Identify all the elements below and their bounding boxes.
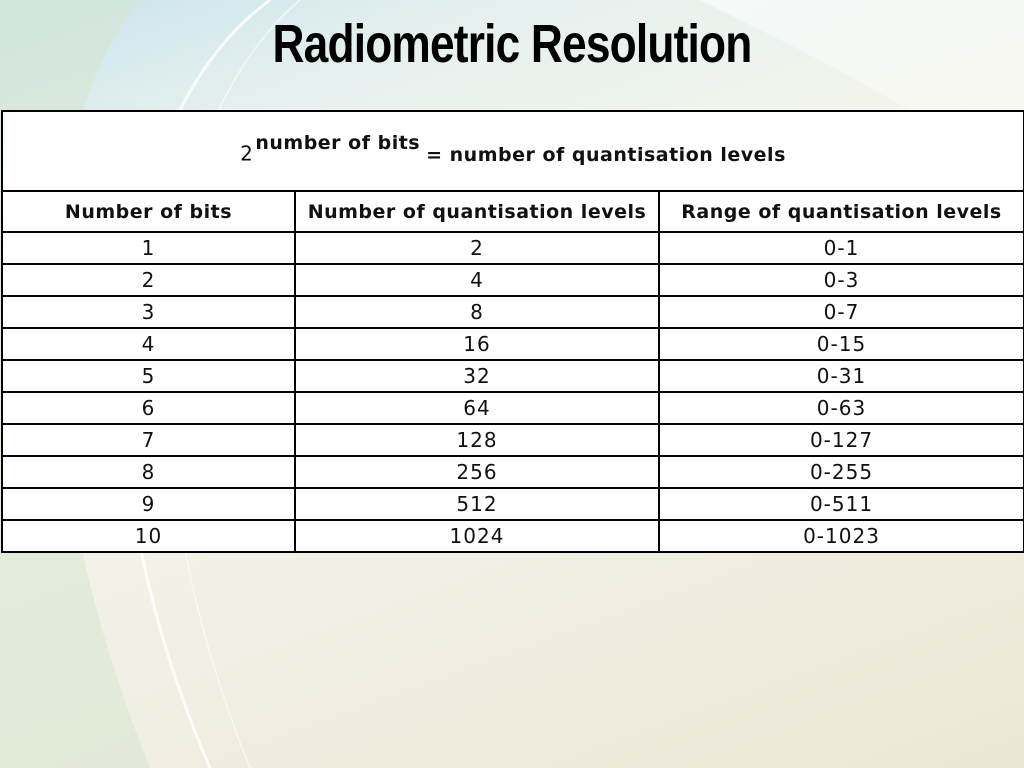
slide-title: Radiometric Resolution [272, 14, 752, 74]
table-row [2, 360, 1024, 392]
table-row [2, 392, 1024, 424]
cell-range: 0-127 [659, 424, 1024, 456]
quantisation-table [1, 110, 1024, 553]
cell-bits: 9 [2, 488, 295, 520]
cell-levels: 2 [295, 232, 659, 264]
table-row [2, 424, 1024, 456]
cell-range: 0-3 [659, 264, 1024, 296]
cell-range: 0-511 [659, 488, 1024, 520]
cell-bits: 2 [2, 264, 295, 296]
cell-levels: 256 [295, 456, 659, 488]
table-row [2, 520, 1024, 552]
header-row [2, 191, 1024, 232]
cell-levels: 32 [295, 360, 659, 392]
cell-range: 0-31 [659, 360, 1024, 392]
table-row [2, 488, 1024, 520]
table-row [2, 296, 1024, 328]
cell-bits: 1 [2, 232, 295, 264]
cell-levels: 512 [295, 488, 659, 520]
cell-levels: 64 [295, 392, 659, 424]
cell-range: 0-7 [659, 296, 1024, 328]
formula-cell [2, 111, 1024, 191]
table-row [2, 232, 1024, 264]
table-row [2, 264, 1024, 296]
cell-bits: 4 [2, 328, 295, 360]
formula-base: 2 [240, 141, 254, 166]
cell-range: 0-15 [659, 328, 1024, 360]
cell-range: 0-63 [659, 392, 1024, 424]
cell-range: 0-1023 [659, 520, 1024, 552]
quantisation-table-container [1, 110, 1023, 553]
cell-levels: 8 [295, 296, 659, 328]
table-row [2, 456, 1024, 488]
cell-levels: 16 [295, 328, 659, 360]
cell-bits: 7 [2, 424, 295, 456]
formula-row [2, 111, 1024, 191]
header-number-of-levels: Number of quantisation levels [295, 191, 659, 232]
formula-exponent: number of bits [255, 132, 421, 155]
cell-bits: 8 [2, 456, 295, 488]
header-range-of-levels: Range of quantisation levels [659, 191, 1024, 232]
cell-bits: 5 [2, 360, 295, 392]
cell-bits: 10 [2, 520, 295, 552]
cell-bits: 3 [2, 296, 295, 328]
cell-bits: 6 [2, 392, 295, 424]
cell-levels: 128 [295, 424, 659, 456]
formula-rest: = number of quantisation levels [426, 143, 786, 166]
cell-range: 0-255 [659, 456, 1024, 488]
header-number-of-bits: Number of bits [2, 191, 295, 232]
cell-range: 0-1 [659, 232, 1024, 264]
cell-levels: 4 [295, 264, 659, 296]
cell-levels: 1024 [295, 520, 659, 552]
table-row [2, 328, 1024, 360]
